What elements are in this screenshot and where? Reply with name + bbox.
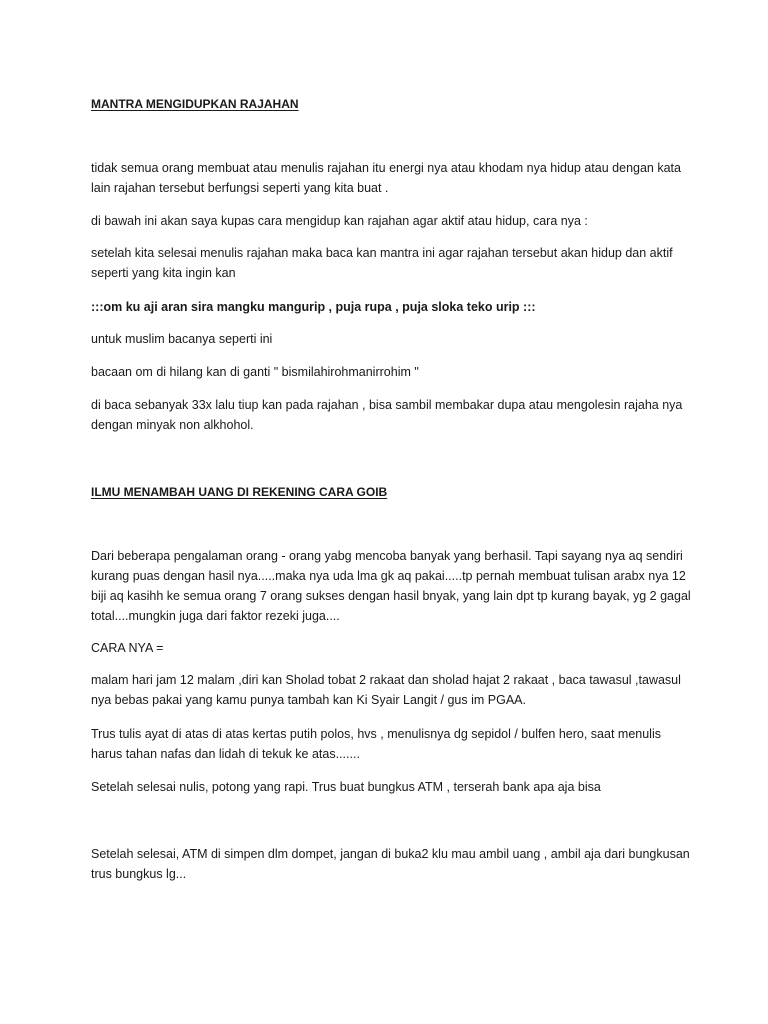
- paragraph: CARA NYA =: [91, 641, 164, 655]
- paragraph: di bawah ini akan saya kupas cara mengidup kan rajahan agar aktif atau hidup, cara nya :: [91, 214, 588, 228]
- paragraph: untuk muslim bacanya seperti ini: [91, 332, 273, 346]
- paragraph: malam hari jam 12 malam ,diri kan Sholad tobat 2 rakaat dan sholad hajat 2 rakaat , baca tawasul ,tawasul nya bebas pakai yang kamu punya tambah kan Ki Syair Langit / gus im PGAA.: [91, 673, 681, 707]
- paragraph: Setelah selesai nulis, potong yang rapi. Trus buat bungkus ATM , terserah bank apa aja bisa: [91, 780, 601, 794]
- paragraph: Trus tulis ayat di atas di atas kertas putih polos, hvs , menulisnya dg sepidol / bulfen hero, saat menulis harus tahan nafas dan lidah di tekuk ke atas.......: [91, 727, 661, 761]
- paragraph: Dari beberapa pengalaman orang - orang yabg mencoba banyak yang berhasil. Tapi sayang nya aq sendiri kurang puas dengan hasil nya.....maka nya uda lma gk aq pakai.....tp pernah membuat tulisan arabx nya 12 biji aq kasihh ke semua orang 7 orang sukses dengan hasil bnyak, yang lain dpt tp kurang bayak, yg 2 gagal total....mungkin juga dari faktor rezeki juga....: [91, 549, 691, 623]
- paragraph: setelah kita selesai menulis rajahan maka baca kan mantra ini agar rajahan tersebut akan hidup dan aktif seperti yang kita ingin kan: [91, 246, 673, 280]
- mantra-text: :::om ku aji aran sira mangku mangurip , puja rupa , puja sloka teko urip :::: [91, 300, 536, 314]
- paragraph: Setelah selesai, ATM di simpen dlm dompet, jangan di buka2 klu mau ambil uang , ambil aja dari bungkusan trus bungkus lg...: [91, 847, 690, 881]
- paragraph: bacaan om di hilang kan di ganti " bismilahirohmanirrohim ": [91, 365, 419, 379]
- section-heading-mantra: MANTRA MENGIDUPKAN RAJAHAN: [91, 97, 299, 111]
- section-heading-ilmu: ILMU MENAMBAH UANG DI REKENING CARA GOIB: [91, 485, 388, 499]
- paragraph: di baca sebanyak 33x lalu tiup kan pada rajahan , bisa sambil membakar dupa atau mengolesin rajaha nya dengan minyak non alkhohol.: [91, 398, 683, 432]
- paragraph: tidak semua orang membuat atau menulis rajahan itu energi nya atau khodam nya hidup atau dengan kata lain rajahan tersebut berfungsi seperti yang kita buat .: [91, 161, 681, 195]
